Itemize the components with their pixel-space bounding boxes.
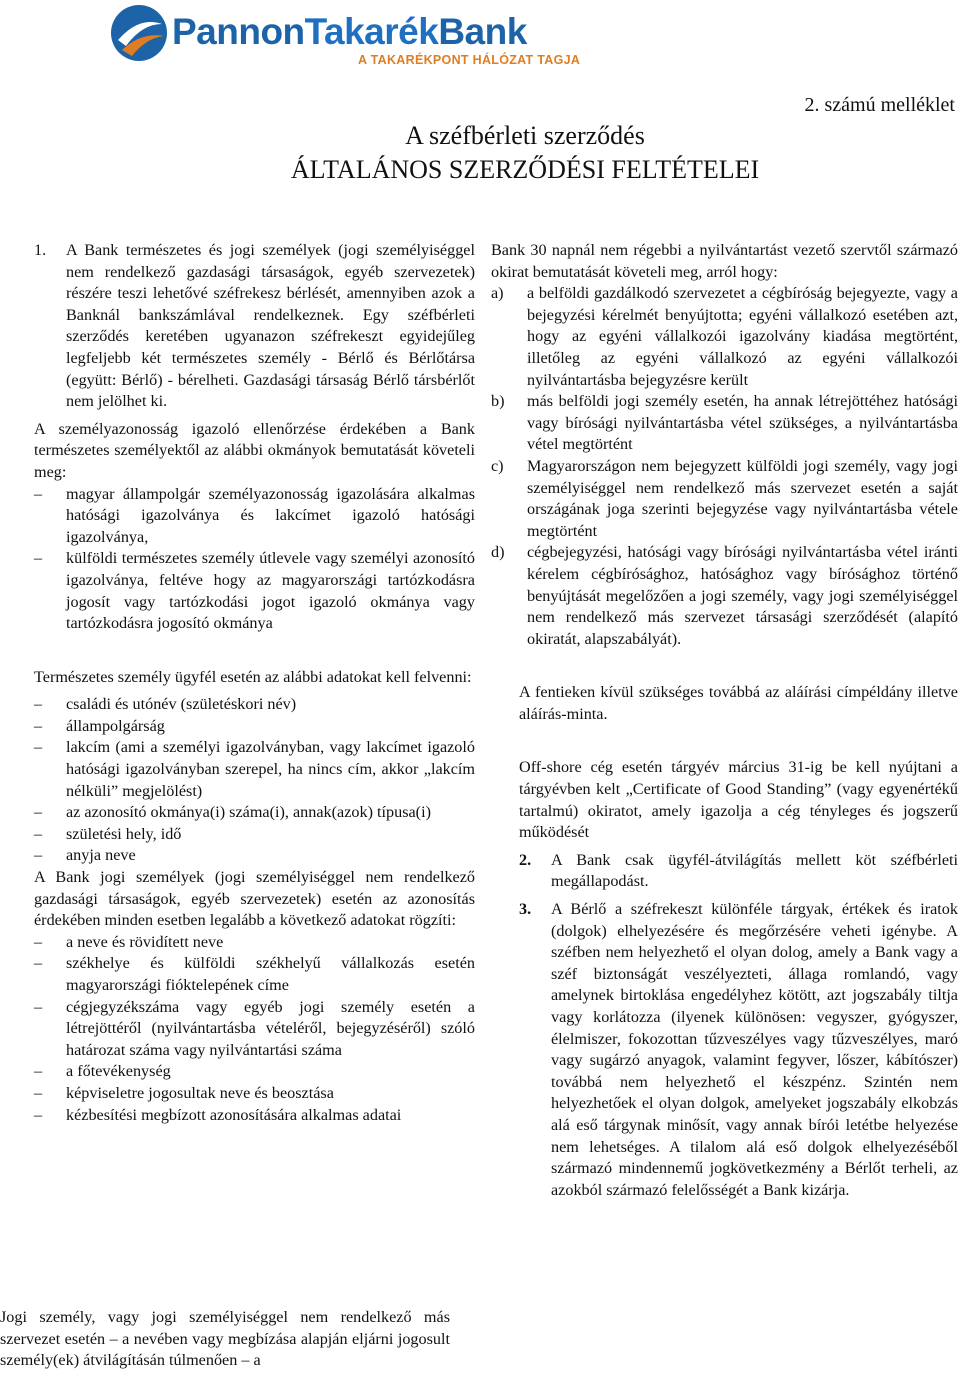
list-item: – lakcím (ami a személyi igazolványban, vagy lakcímet igazoló hatósági igazolványban szerepel, ha nincs cím, akkor „lakcím nélküli” megjelölést)	[34, 737, 475, 802]
list-item: – állampolgárság	[34, 716, 475, 738]
document-title: A széfbérleti szerződés	[405, 121, 645, 150]
dash-bullet: –	[34, 846, 43, 865]
list-item: – cégjegyzékszáma vagy egyéb jogi személy esetén a létrejöttéről (nyilvántartásba vételéről, bejegyzéséről) szóló határozat száma vagy nyilvántartási száma	[34, 997, 475, 1062]
section-number: 3.	[519, 900, 532, 919]
list-item: – az azonosító okmánya(i) száma(i), annak(azok) típusa(i)	[34, 802, 475, 824]
offshore-paragraph: Off-shore cég esetén tárgyév március 31-ig be kell nyújtani a tárgyévben kelt „Certificate of Good Standing” (vagy egyenértékű tartalmú) okiratot, amely igazolja a cég tényleges és jogszerű működését	[519, 758, 958, 842]
signature-paragraph: A fentieken kívül szükséges továbbá az aláírási címpéldány illetve aláírás-minta.	[519, 683, 958, 723]
list-item: – a főtevékenység	[34, 1061, 475, 1083]
section-text: A Bérlő a széfrekeszt különféle tárgyak, értékek és iratok (dolgok) elhelyezésére és megőrzésére veheti igénybe. A széfben nem helyezhető el olyan dolog, amely a Bank vagy a széf biztonságát veszélyezteti, állaga romlandó, vagy amelynek birtoklása engedélyhez kötött, azt jogszabály tiltja vagy korlátozza (ilyenek különösen: vegyszer, gyógyszer, élelmiszer, fokozottan tűzveszélyes vagy tűzveszélyes, maró vagy sugárzó anyagok, valamint fegyver, lőszer, kábítószer) továbbá nem helyezhető el készpénz. Szintén nem helyezhetőek el olyan dolgok, amelyeket jogszabály elkobzás alá eső tárgynak minősít, vagy annak bírói letétbe helyezése nem lehetséges. A tilalom alá eső dolgok elhelyezéséből származó mindennemű jogkövetkezmény a Bérlőt terheli, az azokból származó felelősségét a Bank kizárja.	[551, 900, 958, 1199]
dash-bullet: –	[34, 997, 43, 1016]
dash-bullet: –	[34, 954, 43, 973]
bank-logo	[108, 2, 581, 70]
bottom-paragraph: Jogi személy, vagy jogi személyiséggel nem rendelkező más szervezet esetén – a nevében vagy megbízása alapján eljárni jogosult személy(ek) átvilágításán túlmenően – a	[0, 1308, 450, 1370]
list-item: d) cégbejegyzési, hatósági vagy bírósági nyilvántartásba vétel iránti kérelem cégbírósághoz, hatósághoz vagy bírósághoz történő benyújtását megelőzően a jogi személy, vagy jogi személyiséggel nem rendelkező más szervezet társasági szerződését (alapító okiratát, alapszabályát).	[491, 543, 958, 648]
section-number: 1.	[34, 241, 47, 259]
dash-bullet: –	[34, 1105, 43, 1124]
dash-bullet: –	[34, 1083, 43, 1102]
list-item: – születési hely, idő	[34, 824, 475, 846]
list-item: – székhelye és külföldi székhelyű vállalkozás esetén magyarországi fióktelepének címe	[34, 953, 475, 996]
dash-bullet: –	[34, 803, 43, 822]
list-item: – külföldi természetes személy útlevele vagy személyi azonosító igazolványa, feltéve hogy az magyarországi tartózkodásra jogosít vagy tartózkodási jogot igazoló okmánya vagy tartózkodásra jogosító okmánya	[34, 548, 475, 634]
dash-bullet: –	[34, 716, 43, 735]
section-text: A Bank természetes és jogi személyek (jogi személyiséggel nem rendelkező gazdasági társaságok, egyéb szervezetek) részére teszi lehetővé széfrekesz bérlését, amennyiben azok a Banknál bankszámlával rendelkeznek. Egy széfbérleti szerződés keretében ugyanazon széfrekeszt egyidejűleg legfeljebb két természetes személy - Bérlő és Bérlőtársa (együtt: Bérlő) - bérelheti. Gazdasági társaság Bérlő társbérlőt nem jelölhet ki.	[66, 241, 475, 411]
list-item: – kézbesítési megbízott azonosítására alkalmas adatai	[34, 1105, 475, 1127]
logo-tagline: A TAKARÉKPONT HÁLÓZAT TAGJA	[358, 53, 581, 67]
list-item: b) más belföldi jogi személy esetén, ha annak létrejöttéhez hatósági vagy bírósági nyilvántartásba vétel szükséges, a nyilvántartásba vétel megtörtént	[491, 392, 958, 454]
dash-bullet: –	[34, 695, 43, 714]
document-subtitle: ÁLTALÁNOS SZERZŐDÉSI FELTÉTELEI	[290, 155, 760, 184]
right-column	[491, 240, 958, 1201]
annex-label: 2. számú melléklet	[804, 94, 955, 116]
continuation-paragraph: Bank 30 napnál nem régebbi a nyilvántartást vezető szervtől származó okirat bemutatását követeli meg, arról hogy:	[491, 241, 958, 281]
section-3	[491, 899, 958, 1201]
dash-bullet: –	[34, 738, 43, 757]
id-check-paragraph: A személyazonosság igazoló ellenőrzése érdekében a Bank természetes személyektől az alábbi okmányok bemutatását követeli meg:	[34, 419, 475, 481]
dash-bullet: –	[34, 484, 43, 503]
logo-emblem-icon	[108, 2, 170, 64]
list-item: c) Magyarországon nem bejegyzett külföldi jogi személy, vagy jogi személyiséggel nem rendelkező más szervezet esetén a saját országának joga szerinti bejegyzése vagy nyilvántartásba vétele megtörtént	[491, 456, 958, 540]
natural-person-intro: Természetes személy ügyfél esetén az alábbi adatokat kell felvenni:	[34, 667, 472, 686]
section-1	[34, 240, 475, 413]
list-item: a) a belföldi gazdálkodó szervezetet a cégbíróság bejegyezte, vagy a bejegyzési kérelmét benyújtotta; egyéni vállalkozó esetében azt, hogy az egyéni vállalkozói igazolvány kiadása megtörtént, illetőleg az egyéni vállalkozó az egyéni vállalkozói nyilvántartásba bejegyzésre került	[491, 284, 958, 389]
list-item: – magyar állampolgár személyazonosság igazolására alkalmas hatósági igazolványa és lakcímet igazoló hatósági igazolványa,	[34, 484, 475, 549]
list-item: – családi és utónév (születéskori név)	[34, 694, 475, 716]
section-number: 2.	[519, 850, 532, 869]
section-2	[491, 850, 958, 893]
logo-wordmark: PannonTakarékBank	[172, 11, 527, 52]
list-item: – képviseletre jogosultak neve és beosztása	[34, 1083, 475, 1105]
legal-person-intro: A Bank jogi személyek (jogi személyiséggel nem rendelkező gazdasági társaságok, egyéb szervezetek) esetén az azonosítás érdekében minden esetben legalább a következő adatokat rögzíti:	[34, 868, 475, 930]
dash-bullet: –	[34, 549, 43, 568]
list-item: – a neve és rövidített neve	[34, 932, 475, 954]
dash-bullet: –	[34, 824, 43, 843]
dash-bullet: –	[34, 932, 43, 951]
list-item: – anyja neve	[34, 845, 475, 867]
section-text: A Bank csak ügyfél-átvilágítás mellett köt széfbérleti megállapodást.	[551, 850, 958, 891]
left-column	[34, 240, 475, 1126]
dash-bullet: –	[34, 1062, 43, 1081]
